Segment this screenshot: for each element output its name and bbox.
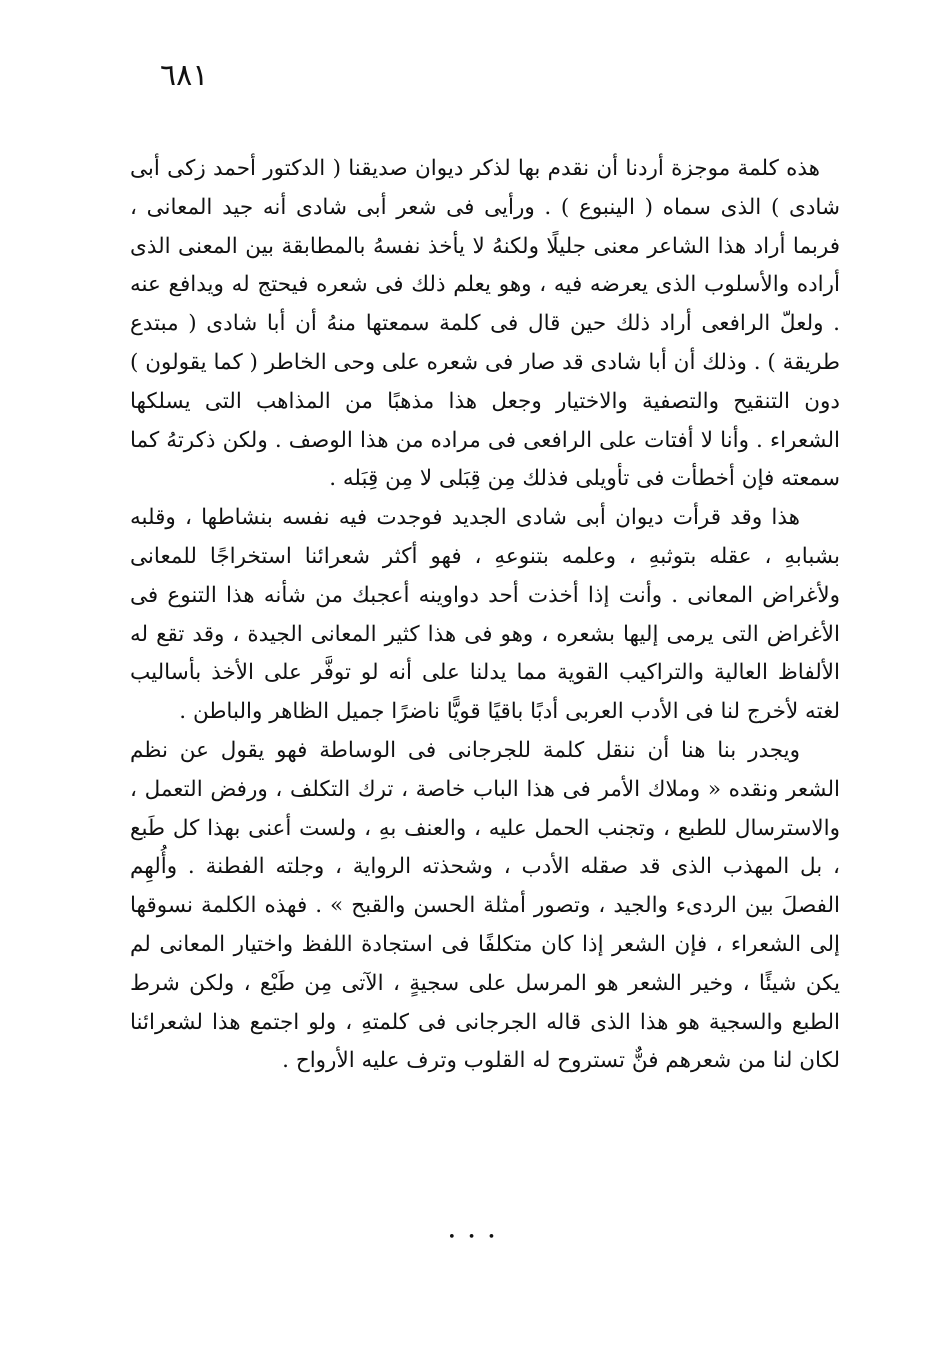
page-number: ٦٨١ (160, 58, 209, 93)
paragraph-1: هذه كلمة موجزة أردنا أن نقدم بها لذكر ديوان صديقنا ( الدكتور أحمد زكى أبى شادى ) الذى سماه ( الينبوع ) . ورأيى فى شعر أبى شادى أنه جيد المعانى ، فربما أراد هذا الشاعر معنى جليلًا ولكنهُ لا يأخذ نفسهُ بالمطابقة بين المعنى الذى أراده والأسلوب الذى يعرضه فيه ، وهو يعلم ذلك فى شعره فيحتج له ويدافع عنه . ولعلّ الرافعى أراد ذلك حين قال فى كلمة سمعتها منهُ أن أبا شادى ( مبتدع طريقة ) . وذلك أن أبا شادى قد صار فى شعره على وحى الخاطر ( كما يقولون ) دون التنقيح والتصفية والاختيار وجعل هذا مذهبًا من المذاهب التى يسلكها الشعراء . وأنا لا أفتات على الرافعى فى مراده من هذا الوصف . ولكن ذكرتهُ كما سمعته فإن أخطأت فى تأويلى فذلك مِن قِبَلى لا مِن قِبَله . (130, 156, 840, 492)
paragraph-2: هذا وقد قرأت ديوان أبى شادى الجديد فوجدت فيه نفسه بنشاطها ، وقلبه بشبابهِ ، عقله بتوثبهِ ، وعلمه بتنوعهِ ، فهو أكثر شعرائنا استخراجًا للمعانى ولأغراض المعانى . وأنت إذا أخذت أحد دواوينه أعجبك من شأنه هذا التنوع فى الأغراض التى يرمى إليها بشعره ، وهو فى هذا كثير المعانى الجيدة ، وقد تقع له الألفاظ العالية والتراكيب القوية مما يدلنا على أنه لو توفَّر على الأخذ بأساليب لغته لأخرج لنا فى الأدب العربى أدبًا باقيًا قويًّا ناضرًا جميل الظاهر والباطن . (130, 505, 840, 725)
section-separator: • • • (448, 1230, 500, 1245)
body-text (130, 150, 840, 1081)
paragraph-3: ويجدر بنا هنا أن ننقل كلمة للجرجانى فى الوساطة فهو يقول عن نظم الشعر ونقده « وملاك الأمر فى هذا الباب خاصة ، ترك التكلف ، ورفض التعمل ، والاسترسال للطبع ، وتجنب الحمل عليه ، والعنف بهِ ، ولست أعنى بهذا كل طَبع ، بل المهذب الذى قد صقله الأدب ، وشحذته الرواية ، وجلته الفطنة . وأُلهِم الفصلَ بين الردىء والجيد ، وتصور أمثلة الحسن والقبح » . فهذه الكلمة نسوقها إلى الشعراء ، فإن الشعر إذا كان متكلفًا فى استجادة اللفظ واختيار المعانى لم يكن شيئًا ، وخير الشعر هو المرسل على سجيةٍ ، الآتى مِن طَبْع ، ولكن شرط الطبع والسجية هو هذا الذى قاله الجرجانى فى كلمتهِ ، ولو اجتمع هذا لشعرائنا لكان لنا من شعرهم فنٌّ تستروح له القلوب وترف عليه الأرواح . (130, 737, 840, 1074)
